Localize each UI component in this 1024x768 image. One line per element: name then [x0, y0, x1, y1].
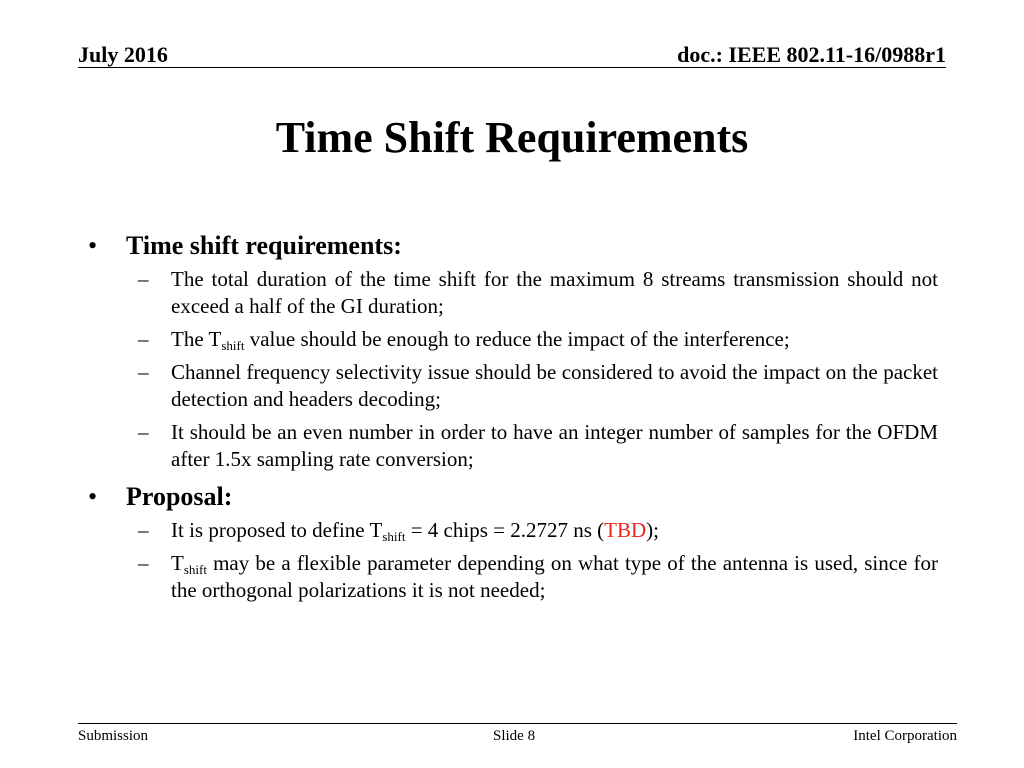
sub-bullet-text-prefix: It is proposed to define T [171, 518, 383, 542]
sub-bullet-text-suffix: may be a flexible parameter depending on what type of the antenna is used, since for the orthogonal polarizations it is not needed; [171, 551, 938, 602]
footer-slide-number: Slide 8 [493, 728, 536, 744]
section-time-shift-requirements [88, 230, 938, 473]
sub-bullet [88, 419, 938, 473]
slide-body [88, 230, 938, 612]
sub-bullet-text-suffix: value should be enough to reduce the impact of the interference; [244, 327, 790, 351]
sub-bullet-text-prefix: T [171, 551, 184, 575]
bullet-icon: • [88, 482, 98, 511]
dash-icon: – [138, 551, 149, 575]
sub-bullet-text: The total duration of the time shift for the maximum 8 streams transmission should not exceed a half of the GI duration; [171, 267, 938, 318]
slide-title: Time Shift Requirements [275, 113, 749, 162]
section-heading: Proposal: [126, 482, 233, 511]
section-heading: Time shift requirements: [126, 231, 402, 260]
header-doc-id: doc.: IEEE 802.11-16/0988r1 [677, 42, 946, 67]
footer-submission: Submission [78, 728, 149, 744]
subscript-shift: shift [382, 529, 406, 544]
subscript-shift: shift [221, 338, 245, 353]
bullet-heading [88, 230, 938, 262]
subscript-shift: shift [183, 562, 207, 577]
sub-bullet-text-suffix: ); [646, 518, 659, 542]
tbd-highlight: TBD [604, 518, 647, 542]
sub-bullet [88, 326, 938, 353]
header-date: July 2016 [78, 42, 168, 67]
dash-icon: – [138, 267, 149, 291]
dash-icon: – [138, 360, 149, 384]
dash-icon: – [138, 518, 149, 542]
header-divider [78, 67, 946, 68]
footer-organization: Intel Corporation [853, 728, 957, 744]
bullet-heading [88, 481, 938, 513]
sub-bullet [88, 359, 938, 413]
sub-bullet-text-prefix: The T [171, 327, 222, 351]
footer-divider [78, 723, 957, 724]
sub-bullet-text: It should be an even number in order to have an integer number of samples for the OFDM after 1.5x sampling rate conversion; [171, 420, 938, 471]
sub-bullet [88, 550, 938, 604]
sub-bullet-text-middle: = 4 chips = 2.2727 ns ( [405, 518, 605, 542]
section-proposal [88, 481, 938, 604]
bullet-icon: • [88, 231, 98, 260]
dash-icon: – [138, 420, 149, 444]
sub-bullet-text: Channel frequency selectivity issue should be considered to avoid the impact on the packet detection and headers decoding; [171, 360, 938, 411]
sub-bullet [88, 517, 938, 544]
sub-bullet [88, 266, 938, 320]
dash-icon: – [138, 327, 149, 351]
